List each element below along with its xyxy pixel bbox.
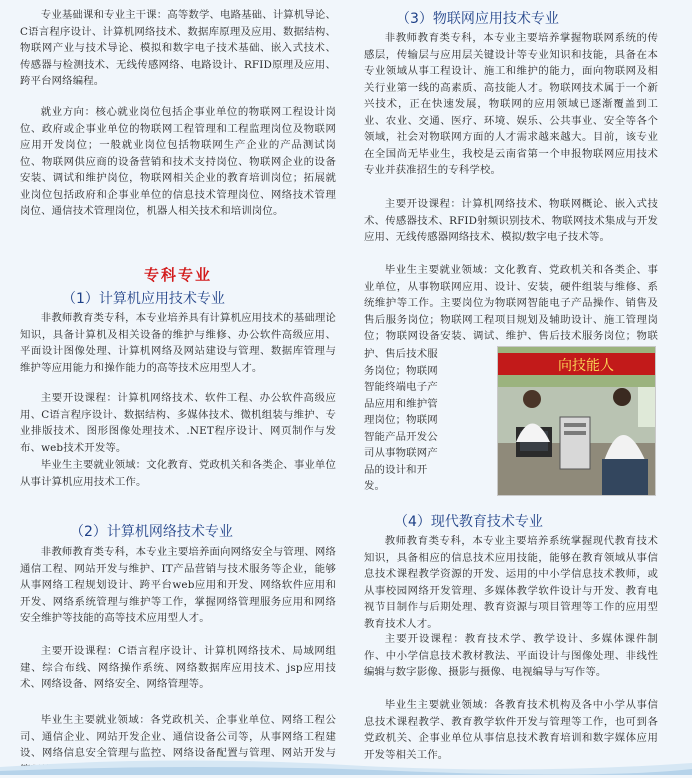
heading-iot-application: （3）物联网应用技术专业 (396, 11, 559, 27)
paragraph-met-intro: 教师教育类专科，本专业主要培养系统掌握现代教育技术知识，具备相应的信息技术应用技能，能够在教育领域从事信息技术课程教学资源的开发、运用的中小学信息技术教师，或从事校园网络开发管理、多媒体教学软件设计与开发、教育电视节目制作与后期处理、教育资源与项目管理等工作的应用型教育技术人才。 (364, 535, 658, 630)
paragraph-courses-iot: 专业基础课和专业主干课：高等数学、电路基础、计算机导论、C语言程序设计、计算机网络技术、数据库原理及应用、数据结构、物联网产业与技术导论、模拟和数字电子技术基础、嵌入式技术、传感器与检测技术、无线传感网络、电路设计、RFID原理及应用、跨平台网络编程。 (20, 9, 336, 87)
heading-network-technology: （2）计算机网络技术专业 (70, 524, 233, 540)
paragraph-iot-courses: 主要开设课程：计算机网络技术、物联网概论、嵌入式技术、传感器技术、RFID射频识别技术、物联网技术集成与开发应用、无线传感器网络技术、模拟/数字电子技术等。 (364, 198, 658, 243)
wrap-line: 护、售后技术服 (364, 348, 438, 360)
banner-text: 向技能人 (558, 358, 614, 374)
paragraph-iot-intro: 非教师教育类专科，本专业主要培养掌握物联网系统的传感层，传输层与应用层关键设计等专业知识和技能，具备在本专业领域从事工程设计、施工和维护的能力，面向物联网及相关行业第一线的高素质、高技能人才。物联网技术属于一个新兴技术，正在快速发展，物联网的应用领域已逐渐覆盖到工业、农业、交通、医疗、环境、娱乐、公共事业、安全等各个领域，社会对物联网方面的人才需求越来越大。目前，该专业在全国尚无毕业生，我校是云南省第一个申报物联网应用技术专业并获准招生的专科学校。 (364, 32, 658, 176)
heading-computer-application: （1）计算机应用技术专业 (62, 291, 225, 307)
section-title-junior-college: 专科专业 (144, 266, 213, 284)
decorative-bottom-wave (0, 745, 692, 775)
paragraph-ca-courses: 主要开设课程：计算机网络技术、软件工程、办公软件高级应用、C语言程序设计、数据结构、多媒体技术、微机组装与维护、专业排版技术、图形图像处理技术、.NET程序设计、网页制作与发布、web技术开发等。 (20, 392, 336, 454)
iot-employment-wrap (364, 346, 492, 495)
heading-modern-education-tech: （4）现代教育技术专业 (394, 514, 543, 530)
paragraph-met-employment: 毕业生主要就业领域：各教育技术机构及各中小学从事信息技术课程教学、教育教学软件开发与管理等工作，也可到各党政机关、企事业单位从事信息技术教育培训和数字媒体应用开发等相关工作。 (364, 699, 658, 761)
wrap-line: 品的设计和开 (364, 463, 428, 476)
wrap-line: 品应用和维护管 (364, 397, 438, 410)
lab-photo-illustration (498, 347, 655, 495)
wrap-line: 务岗位；物联网 (364, 364, 438, 377)
photo-students-computer-lab (497, 346, 656, 496)
paragraph-career-direction: 就业方向：核心就业岗位包括企事业单位的物联网工程设计岗位、政府或企事业单位的物联网工程管理和工程监理岗位及物联网应用开发岗位；一般就业岗位包括物联网生产企业的产品测试岗位、物联网供应商的设备营销和技术支持岗位、物联网企业的设备安装、调试和维护岗位，物联网相关企业的教育培训岗位；拓展就业岗位包括政府和企事业单位的信息技术管理岗位、网络技术管理岗位、通信技术管理岗位，机器人相关技术和培训岗位。 (20, 106, 336, 217)
paragraph-nt-intro: 非教师教育类专科，本专业主要培养面向网络安全与管理、网络通信工程、网站开发与维护、IT产品营销与技术服务等企业，能够从事网络工程规划设计、跨平台web应用和开发、网络软件应用和开发、网络系统管理与维护等工作，掌握网络管理服务应用和网络安全维护等技能的高等技术应用型人才。 (20, 546, 336, 624)
wrap-line: 智能终端电子产 (364, 381, 438, 393)
wrap-line: 司从事物联网产 (364, 447, 438, 459)
paragraph-ca-intro: 非教师教育类专科，本专业培养具有计算机应用技术的基础理论知识，具备计算机及相关设备的维护与维修、办公软件高级应用、平面设计图像处理、计算机网络及网站建设与管理、数据库管理与维护等应用能力和操作能力的高等技术应用型人才。 (20, 312, 336, 374)
paragraph-met-courses: 主要开设课程：教育技术学、教学设计、多媒体课件制作、中小学信息技术教材教法、平面设计与图像处理、非线性编辑与数字影像、摄影与摄像、电视编导与写作等。 (364, 633, 658, 678)
wrap-line: 发。 (364, 480, 386, 492)
wrap-line: 理岗位；物联网 (364, 414, 438, 426)
paragraph-iot-employment: 毕业生主要就业领域：文化教育、党政机关和各类企、事业单位，从事物联网应用、设计、安装，硬件组装与维修、系统维护等工作。主要岗位为物联网智能电子产品操作、销售及售后服务岗位；物联网工程项目规划及辅助设计、施工管理岗位；物联网设备安装、调试、维护、售后技术服务岗位；物联 (364, 264, 658, 342)
wrap-line: 智能产品开发公 (364, 430, 438, 443)
paragraph-nt-courses: 主要开设课程：C语言程序设计、计算机网络技术、局域网组建、综合布线、网络操作系统、网络数据库应用技术、jsp应用技术、网络设备、网络安全、网络管理等。 (20, 645, 336, 690)
paragraph-ca-employment: 毕业生主要就业领域：文化教育、党政机关和各类企、事业单位从事计算机应用技术工作。 (20, 459, 336, 488)
paragraph-nt-employment: 毕业生主要就业领域：各党政机关、企事业单位、网络工程公司、通信企业、网站开发企业、通信设备公司等，从事网络工程建设、网络信息安全管理与监控、网络设备配置与管理、网站开发与 (20, 714, 336, 759)
